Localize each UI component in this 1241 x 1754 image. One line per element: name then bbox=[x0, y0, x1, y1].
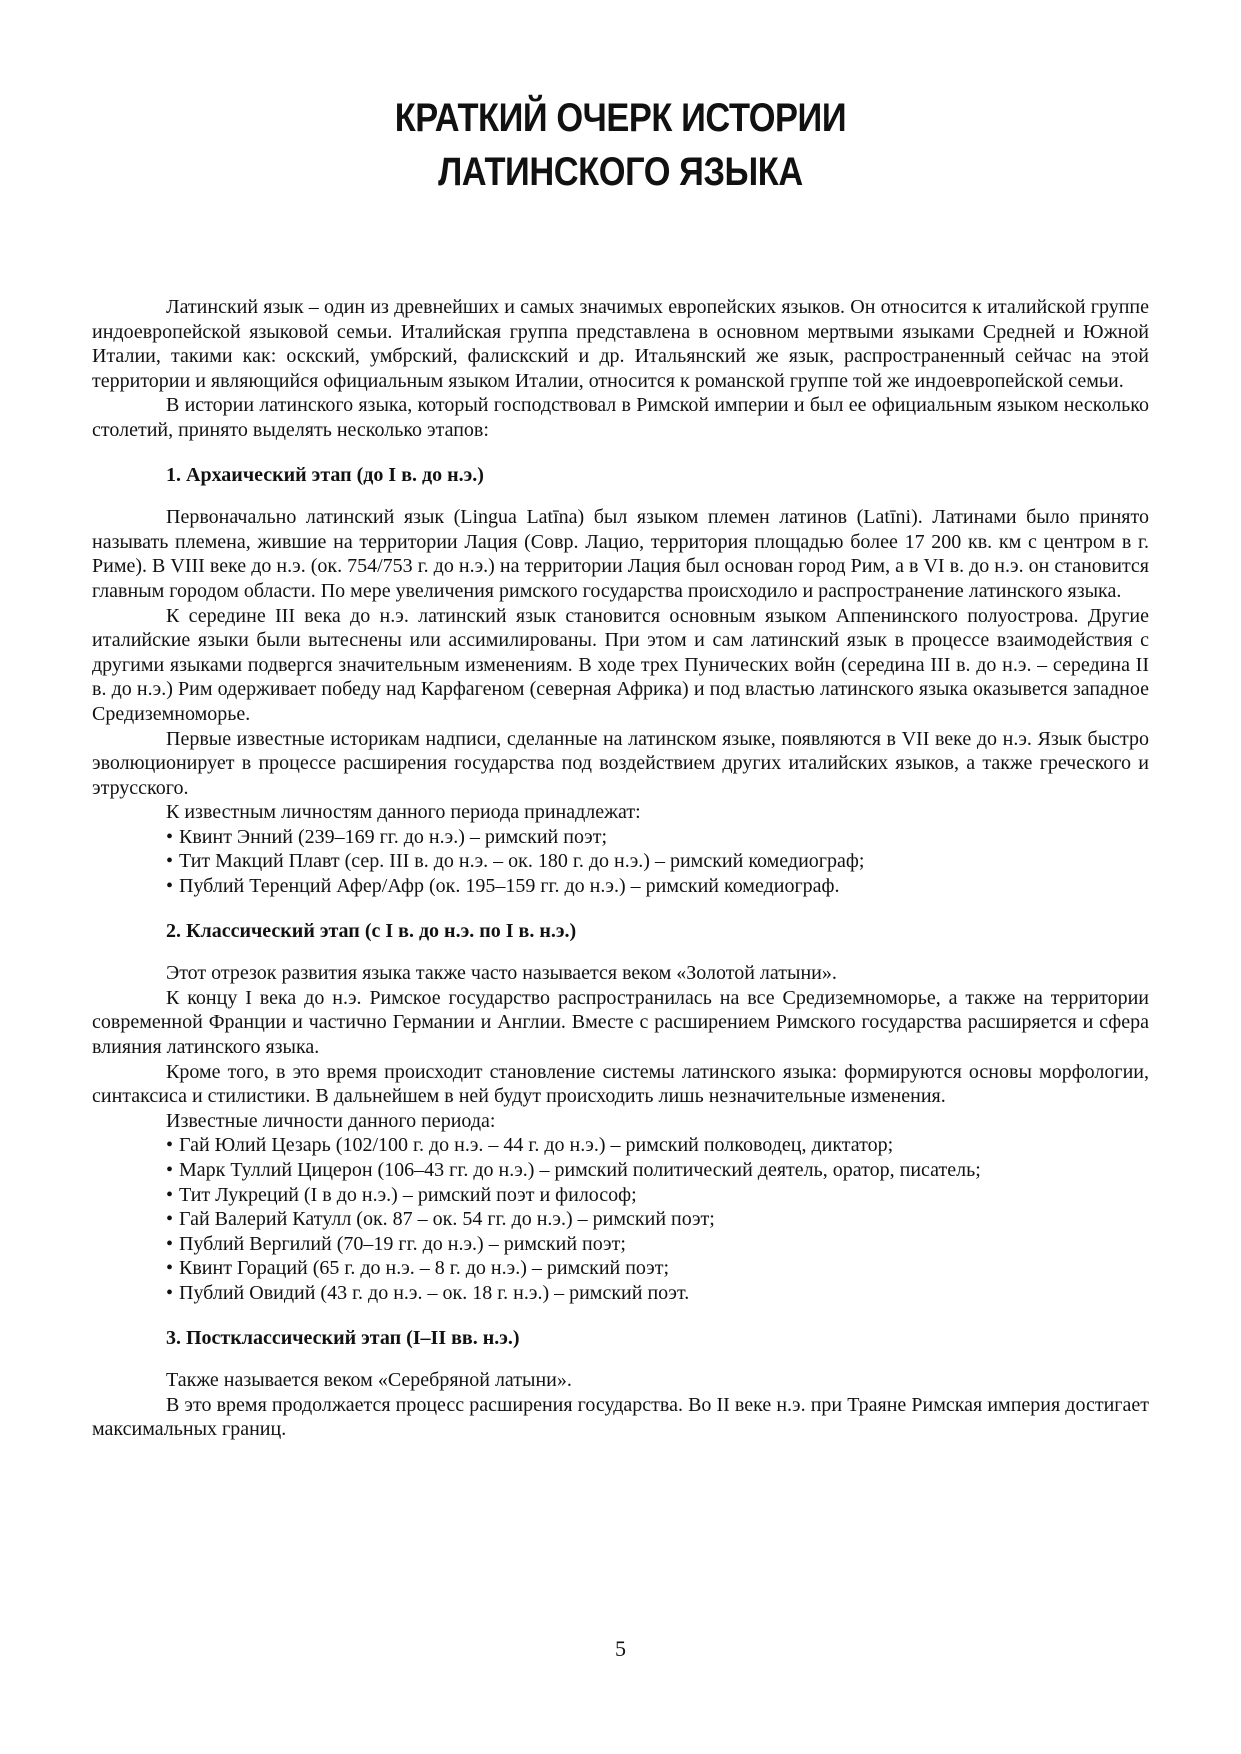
bullet-icon: • bbox=[166, 1134, 174, 1157]
list-item bbox=[92, 874, 1149, 899]
list-item-text: Марк Туллий Цицерон (106–43 гг. до н.э.) – римский политический деятель, оратор, писатель; bbox=[179, 1159, 981, 1181]
bullet-icon: • bbox=[166, 1232, 174, 1255]
list-item-text: Гай Валерий Катулл (ок. 87 – ок. 54 гг. до н.э.) – римский поэт; bbox=[179, 1208, 715, 1231]
bullet-icon: • bbox=[166, 825, 174, 848]
section-heading-archaic: 1. Архаический этап (до I в. до н.э.) bbox=[166, 463, 484, 486]
list-item bbox=[92, 1207, 1149, 1232]
bullet-icon: • bbox=[166, 1159, 174, 1181]
persons-list-classical bbox=[92, 1133, 1149, 1305]
list-item bbox=[92, 849, 1149, 874]
bullet-icon: • bbox=[166, 1281, 174, 1304]
document-body bbox=[92, 295, 1149, 1442]
list-item-text: Тит Лукреций (I в до н.э.) – римский поэт и философ; bbox=[179, 1183, 637, 1206]
bullet-icon: • bbox=[166, 1208, 174, 1231]
section-heading-classical: 2. Классический этап (с I в. до н.э. по I в. н.э.) bbox=[166, 919, 577, 942]
intro-paragraph-2: В истории латинского языка, который господствовал в Римской империи и был ее официальным языком несколько столетий, принято выделять несколько этапов: bbox=[92, 394, 1149, 441]
page-title-line-1: КРАТКИЙ ОЧЕРК ИСТОРИИ bbox=[394, 96, 847, 140]
persons-list-archaic bbox=[92, 825, 1149, 899]
list-item bbox=[92, 1232, 1149, 1257]
bullet-icon: • bbox=[166, 1257, 174, 1280]
list-item bbox=[92, 1281, 1149, 1306]
section-paragraph: Этот отрезок развития языка также часто называется веком «Золотой латыни». bbox=[166, 962, 837, 985]
list-item-text: Публий Овидий (43 г. до н.э. – ок. 18 г. н.э.) – римский поэт. bbox=[179, 1281, 690, 1304]
section-paragraph: Известные личности данного периода: bbox=[166, 1109, 496, 1132]
section-paragraph: К концу I века до н.э. Римское государство распространилась на все Средиземноморье, а также на территории современной Франции и частично Германии и Англии. Вместе с расширением Римского государства расширяется и сфера влияния латинского языка. bbox=[92, 986, 1149, 1059]
bullet-icon: • bbox=[166, 850, 174, 873]
intro-paragraph-1: Латинский язык – один из древнейших и самых значимых европейских языков. Он относится к италийской группе индоевропейской языковой семьи. Италийская группа представлена в основном мертвыми языками Средней и Южной Италии, такими как: оскский, умбрский, фалискский и др. Итальянский же язык, распространенный сейчас на этой территории и являющийся официальным языком Италии, относится к романской группе той же индоевропейской семьи. bbox=[92, 296, 1149, 392]
bullet-icon: • bbox=[166, 875, 174, 898]
list-item-text: Тит Макций Плавт (сер. III в. до н.э. – ок. 180 г. до н.э.) – римский комедиограф; bbox=[179, 850, 865, 873]
page-number: 5 bbox=[615, 1636, 626, 1661]
section-heading-postclassical: 3. Постклассический этап (I–II вв. н.э.) bbox=[166, 1326, 520, 1349]
page-title-line-2: ЛАТИНСКОГО ЯЗЫКА bbox=[438, 150, 803, 194]
list-item-text: Квинт Гораций (65 г. до н.э. – 8 г. до н.э.) – римский поэт; bbox=[179, 1257, 670, 1280]
section-paragraph: К середине III века до н.э. латинский язык становится основным языком Аппенинского полуострова. Другие италийские языки были вытеснены или ассимилированы. При этом и сам латинский язык в процессе взаимодействия с другими языками подвергся значительным изменениям. В ходе трех Пунических войн (середина III в. до н.э. – середина II в. до н.э.) Рим одерживает победу над Карфагеном (северная Африка) и под властью латинского языка оказывется западное Средиземноморье. bbox=[92, 604, 1149, 725]
section-paragraph: В это время продолжается процесс расширения государства. Во II веке н.э. при Траяне Римская империя достигает максимальных границ. bbox=[92, 1393, 1149, 1441]
section-paragraph: Первые известные историкам надписи, сделанные на латинском языке, появляются в VII веке до н.э. Язык быстро эволюционирует в процессе расширения государства под воздействием других италийских языков, а также греческого и этрусского. bbox=[92, 727, 1149, 799]
list-item-text: Публий Теренций Афер/Афр (ок. 195–159 гг. до н.э.) – римский комедиограф. bbox=[179, 875, 840, 898]
section-paragraph: Первоначально латинский язык (Lingua Latīna) был языком племен латинов (Latīni). Латинами было принято называть племена, жившие на территории Лация (Совр. Лацио, территория площадью более 17 200 кв. км с центром в г. Риме). В VIII веке до н.э. (ок. 754/753 г. до н.э.) на территории Лация был основан город Рим, а в VI в. до н.э. он становится главным городом области. По мере увеличения римского государства происходило и распространение латинского языка. bbox=[92, 506, 1149, 602]
section-paragraph: Кроме того, в это время происходит становление системы латинского языка: формируются основы морфологии, синтаксиса и стилистики. В дальнейшем в ней будут происходить лишь незначительные изменения. bbox=[92, 1060, 1149, 1108]
list-item-text: Публий Вергилий (70–19 гг. до н.э.) – римский поэт; bbox=[179, 1232, 626, 1255]
list-item bbox=[92, 1158, 1149, 1183]
list-item bbox=[92, 825, 1149, 850]
list-item bbox=[92, 1133, 1149, 1158]
bullet-icon: • bbox=[166, 1183, 174, 1206]
list-item-text: Гай Юлий Цезарь (102/100 г. до н.э. – 44 г. до н.э.) – римский полководец, диктатор; bbox=[179, 1134, 894, 1157]
list-item bbox=[92, 1183, 1149, 1208]
section-paragraph: К известным личностям данного периода принадлежат: bbox=[166, 801, 641, 824]
section-paragraph: Также называется веком «Серебряной латыни». bbox=[166, 1369, 572, 1392]
list-item-text: Квинт Энний (239–169 гг. до н.э.) – римский поэт; bbox=[179, 825, 608, 848]
list-item bbox=[92, 1256, 1149, 1281]
